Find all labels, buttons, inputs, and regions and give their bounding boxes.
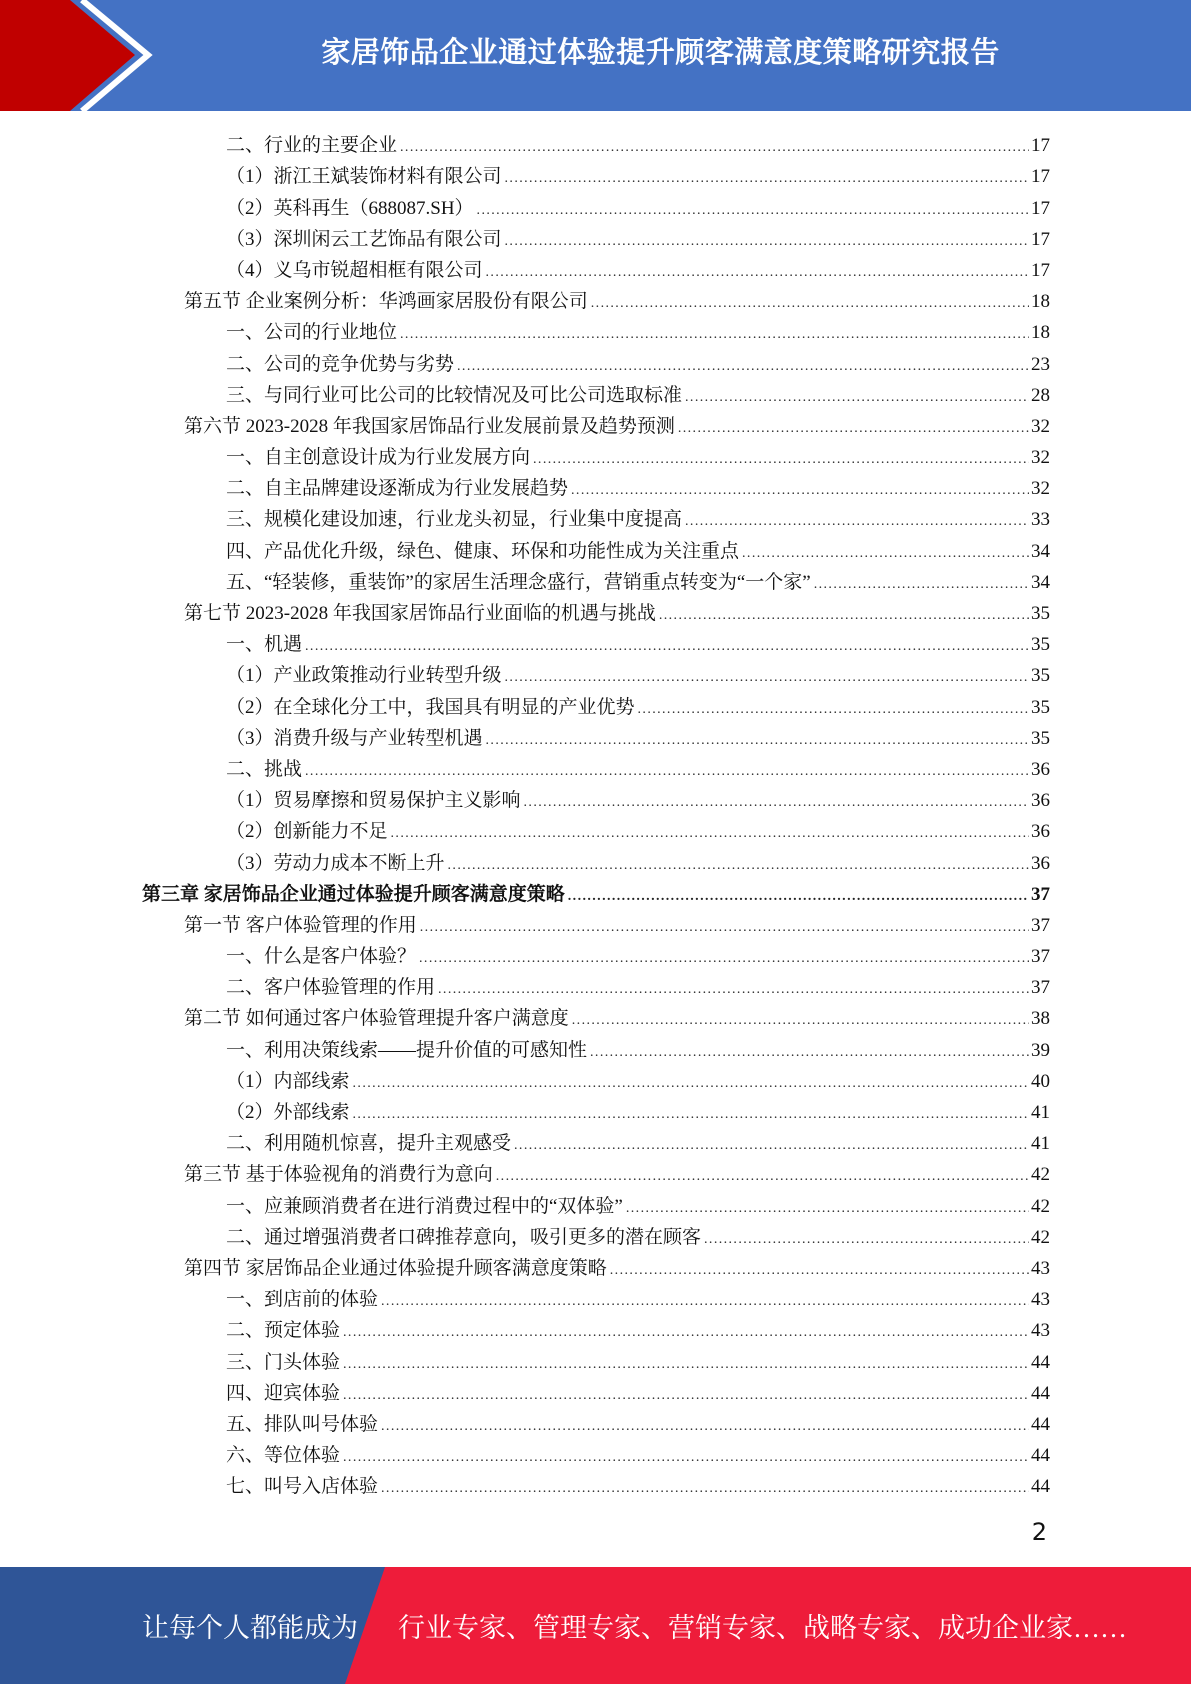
toc-leader-dots: [457, 362, 1029, 372]
toc-entry[interactable]: [0, 1125, 1050, 1156]
toc-entry-page: 44: [1031, 1351, 1050, 1373]
toc-entry-page: 17: [1031, 197, 1050, 219]
toc-entry-page: 32: [1031, 478, 1050, 500]
toc-entry-page: 37: [1031, 883, 1050, 905]
toc-entry[interactable]: [0, 408, 1050, 439]
toc-leader-dots: [448, 861, 1029, 871]
toc-entry[interactable]: [0, 595, 1050, 626]
toc-entry-title: 三、与同行业可比公司的比较情况及可比公司选取标准: [226, 384, 683, 406]
toc-entry-page: 17: [1031, 259, 1050, 281]
page-number: 2: [1031, 1518, 1047, 1546]
toc-entry-page: 42: [1031, 1195, 1050, 1217]
toc-entry[interactable]: [0, 221, 1050, 252]
toc-entry-title: （2）英科再生（688087.SH）: [226, 197, 474, 219]
toc-entry-title: 四、产品优化升级，绿色、健康、环保和功能性成为关注重点: [226, 540, 740, 562]
toc-leader-dots: [590, 1048, 1029, 1058]
toc-entry-page: 43: [1031, 1257, 1050, 1279]
toc-entry-page: 40: [1031, 1070, 1050, 1092]
toc-entry-page: 36: [1031, 852, 1050, 874]
toc-leader-dots: [343, 1391, 1029, 1401]
toc-entry-title: 第六节 2023-2028 年我国家居饰品行业发展前景及趋势预测: [184, 415, 675, 437]
toc-leader-dots: [381, 1422, 1029, 1432]
toc-entry-title: 第四节 家居饰品企业通过体验提升顾客满意度策略: [184, 1257, 607, 1279]
toc-leader-dots: [814, 580, 1029, 590]
toc-leader-dots: [353, 1110, 1029, 1120]
toc-entry-title: 二、行业的主要企业: [226, 135, 398, 157]
toc-entry-title: （2）外部线索: [226, 1102, 350, 1123]
toc-leader-dots: [591, 299, 1029, 309]
toc-entry-page: 23: [1031, 353, 1050, 375]
toc-entry-title: 第五节 企业案例分析：华鸿画家居股份有限公司: [184, 291, 588, 313]
toc-entry-title: 六、等位体验: [226, 1445, 341, 1467]
toc-entry-page: 37: [1031, 977, 1050, 999]
toc-leader-dots: [353, 1079, 1029, 1089]
toc-leader-dots: [420, 923, 1029, 933]
toc-entry-page: 28: [1031, 384, 1050, 406]
toc-entry[interactable]: [0, 158, 1050, 189]
toc-leader-dots: [514, 1141, 1029, 1151]
toc-entry-title: （3）劳动力成本不断上升: [226, 852, 445, 874]
toc-entry-page: 36: [1031, 758, 1050, 780]
toc-leader-dots: [571, 486, 1029, 496]
toc-entry[interactable]: [0, 1375, 1050, 1406]
toc-entry-title: （1）产业政策推动行业转型升级: [226, 665, 502, 687]
toc-entry[interactable]: [0, 1219, 1050, 1250]
toc-leader-dots: [704, 1235, 1029, 1245]
toc-entry-title: 一、到店前的体验: [226, 1289, 379, 1311]
red-arrow-decoration: [0, 0, 160, 111]
toc-entry-page: 36: [1031, 790, 1050, 812]
toc-entry-page: 36: [1031, 821, 1050, 843]
toc-entry[interactable]: [0, 532, 1050, 563]
toc-leader-dots: [685, 393, 1029, 403]
toc-entry-page: 37: [1031, 914, 1050, 936]
toc-entry-title: 五、排队叫号体验: [226, 1413, 379, 1435]
toc-entry[interactable]: [0, 189, 1050, 220]
toc-entry-page: 35: [1031, 665, 1050, 687]
toc-entry[interactable]: [0, 938, 1050, 969]
toc-leader-dots: [685, 517, 1029, 527]
footer-slogan-left: 让每个人都能成为: [142, 1613, 358, 1643]
toc-entry-title: 七、叫号入店体验: [226, 1476, 379, 1498]
toc-entry[interactable]: [0, 876, 1050, 907]
toc-entry-title: （1）贸易摩擦和贸易保护主义影响: [226, 790, 521, 812]
toc-entry-title: （2）在全球化分工中，我国具有明显的产业优势: [226, 696, 635, 718]
toc-entry[interactable]: [0, 1281, 1050, 1312]
toc-entry-page: 42: [1031, 1226, 1050, 1248]
toc-entry[interactable]: [0, 252, 1050, 283]
toc-entry[interactable]: [0, 501, 1050, 532]
toc-entry-page: 42: [1031, 1164, 1050, 1186]
toc-entry-title: （1）浙江王斌装饰材料有限公司: [226, 166, 502, 188]
toc-entry-title: 二、利用随机惊喜，提升主观感受: [226, 1133, 512, 1155]
toc-leader-dots: [524, 798, 1029, 808]
toc-entry[interactable]: [0, 1343, 1050, 1374]
toc-leader-dots: [638, 705, 1029, 715]
toc-entry-page: 35: [1031, 696, 1050, 718]
toc-entry-title: （4）义乌市锐超相框有限公司: [226, 259, 483, 281]
toc-entry-title: 二、客户体验管理的作用: [226, 977, 436, 999]
toc-leader-dots: [572, 1016, 1029, 1026]
toc-leader-dots: [659, 611, 1029, 621]
toc-leader-dots: [742, 549, 1029, 559]
toc-entry[interactable]: [0, 564, 1050, 595]
toc-entry[interactable]: [0, 751, 1050, 782]
toc-leader-dots: [626, 1204, 1029, 1214]
toc-entry-page: 35: [1031, 727, 1050, 749]
toc-entry-title: 二、公司的竞争优势与劣势: [226, 353, 455, 375]
toc-entry-title: 二、自主品牌建设逐渐成为行业发展趋势: [226, 478, 569, 500]
toc-entry-title: 二、挑战: [226, 758, 303, 780]
toc-entry[interactable]: [0, 314, 1050, 345]
toc-leader-dots: [305, 642, 1029, 652]
toc-entry[interactable]: [0, 345, 1050, 376]
toc-entry[interactable]: [0, 1406, 1050, 1437]
toc-leader-dots: [505, 237, 1029, 247]
toc-entry-title: （1）内部线索: [226, 1070, 350, 1092]
toc-leader-dots: [477, 206, 1029, 216]
toc-entry[interactable]: [0, 1063, 1050, 1094]
toc-entry[interactable]: [0, 470, 1050, 501]
toc-leader-dots: [343, 1328, 1029, 1338]
toc-entry[interactable]: [0, 907, 1050, 938]
toc-leader-dots: [505, 673, 1029, 683]
toc-entry-page: 35: [1031, 634, 1050, 656]
toc-leader-dots: [438, 985, 1029, 995]
page-header: [0, 0, 1191, 111]
toc-leader-dots: [610, 1266, 1029, 1276]
toc-leader-dots: [400, 143, 1029, 153]
footer-slogan-right: 行业专家、管理专家、营销专家、战略专家、成功企业家……: [398, 1613, 1127, 1643]
toc-entry-title: 第一节 客户体验管理的作用: [184, 914, 417, 936]
toc-entry-title: 第三章 家居饰品企业通过体验提升顾客满意度策略: [142, 883, 565, 905]
toc-leader-dots: [533, 455, 1029, 465]
toc-entry[interactable]: [0, 439, 1050, 470]
toc-entry-page: 43: [1031, 1320, 1050, 1342]
toc-entry-title: 第七节 2023-2028 年我国家居饰品行业面临的机遇与挑战: [184, 603, 656, 624]
toc-entry-title: 四、迎宾体验: [226, 1382, 341, 1404]
toc-leader-dots: [343, 1453, 1029, 1463]
toc-entry-title: 第三节 基于体验视角的消费行为意向: [184, 1164, 493, 1186]
toc-entry-page: 33: [1031, 509, 1050, 531]
toc-entry-page: 44: [1031, 1445, 1050, 1467]
toc-entry-page: 35: [1031, 603, 1050, 624]
toc-entry-page: 18: [1031, 322, 1050, 344]
toc-entry[interactable]: [0, 657, 1050, 688]
toc-entry-title: 五、“轻装修，重装饰”的家居生活理念盛行，营销重点转变为“一个家”: [226, 571, 811, 593]
toc-entry-page: 17: [1031, 228, 1050, 250]
toc-entry-title: （2）创新能力不足: [226, 821, 388, 843]
toc-entry[interactable]: [0, 1000, 1050, 1031]
toc-entry-title: （3）深圳闲云工艺饰品有限公司: [226, 228, 502, 250]
toc-leader-dots: [678, 424, 1029, 434]
toc-entry[interactable]: [0, 782, 1050, 813]
toc-entry[interactable]: [0, 127, 1050, 158]
toc-leader-dots: [486, 736, 1029, 746]
toc-entry[interactable]: [0, 626, 1050, 657]
toc-leader-dots: [400, 330, 1029, 340]
toc-entry[interactable]: [0, 1094, 1050, 1125]
toc-entry-page: 41: [1031, 1102, 1050, 1123]
toc-entry-page: 32: [1031, 415, 1050, 437]
report-title: 家居饰品企业通过体验提升顾客满意度策略研究报告: [321, 34, 1000, 69]
toc-entry-title: 一、公司的行业地位: [226, 322, 398, 344]
toc-entry-page: 41: [1031, 1133, 1050, 1155]
toc-entry-title: （3）消费升级与产业转型机遇: [226, 727, 483, 749]
toc-entry-title: 第二节 如何通过客户体验管理提升客户满意度: [184, 1008, 569, 1030]
toc-leader-dots: [505, 174, 1029, 184]
toc-entry[interactable]: [0, 688, 1050, 719]
toc-entry-title: 二、预定体验: [226, 1320, 341, 1342]
toc-entry[interactable]: [0, 813, 1050, 844]
toc-leader-dots: [343, 1360, 1029, 1370]
toc-leader-dots: [496, 1172, 1029, 1182]
toc-entry[interactable]: [0, 1250, 1050, 1281]
toc-entry-page: 18: [1031, 291, 1050, 313]
toc-entry[interactable]: [0, 1156, 1050, 1187]
toc-entry-page: 44: [1031, 1413, 1050, 1435]
toc-entry-page: 32: [1031, 447, 1050, 469]
toc-entry[interactable]: [0, 1187, 1050, 1218]
toc-entry-page: 38: [1031, 1008, 1050, 1030]
toc-entry[interactable]: [0, 377, 1050, 408]
toc-entry-title: 二、通过增强消费者口碑推荐意向，吸引更多的潜在顾客: [226, 1226, 702, 1248]
toc-entry[interactable]: [0, 283, 1050, 314]
toc-entry-page: 44: [1031, 1476, 1050, 1498]
toc-entry-page: 34: [1031, 540, 1050, 562]
toc-entry-title: 三、门头体验: [226, 1351, 341, 1373]
toc-leader-dots: [419, 954, 1029, 964]
page-footer: [0, 1567, 1191, 1684]
toc-entry[interactable]: [0, 720, 1050, 751]
toc-entry-page: 37: [1031, 946, 1050, 968]
toc-leader-dots: [381, 1484, 1029, 1494]
toc-entry-page: 34: [1031, 571, 1050, 593]
toc-entry-page: 17: [1031, 135, 1050, 157]
toc-entry-title: 一、利用决策线索——提升价值的可感知性: [226, 1039, 588, 1061]
toc-entry-title: 一、什么是客户体验？: [226, 946, 417, 968]
toc-leader-dots: [391, 829, 1029, 839]
toc-leader-dots: [486, 268, 1029, 278]
toc-entry-title: 一、自主创意设计成为行业发展方向: [226, 447, 531, 469]
toc-entry-page: 39: [1031, 1039, 1050, 1061]
toc-leader-dots: [305, 767, 1029, 777]
toc-entry-title: 一、应兼顾消费者在进行消费过程中的“双体验”: [226, 1195, 623, 1217]
toc-entry-page: 17: [1031, 166, 1050, 188]
toc-entry-title: 三、规模化建设加速，行业龙头初显，行业集中度提高: [226, 509, 683, 531]
toc-leader-dots: [568, 892, 1029, 902]
table-of-contents: [0, 127, 1191, 1499]
toc-entry[interactable]: [0, 1312, 1050, 1343]
toc-entry[interactable]: [0, 1437, 1050, 1468]
toc-entry[interactable]: [0, 1031, 1050, 1062]
toc-entry[interactable]: [0, 1468, 1050, 1499]
toc-entry[interactable]: [0, 969, 1050, 1000]
toc-leader-dots: [381, 1297, 1029, 1307]
toc-entry-title: 一、机遇: [226, 634, 303, 656]
toc-entry-page: 43: [1031, 1289, 1050, 1311]
toc-entry[interactable]: [0, 844, 1050, 875]
toc-entry-page: 44: [1031, 1382, 1050, 1404]
